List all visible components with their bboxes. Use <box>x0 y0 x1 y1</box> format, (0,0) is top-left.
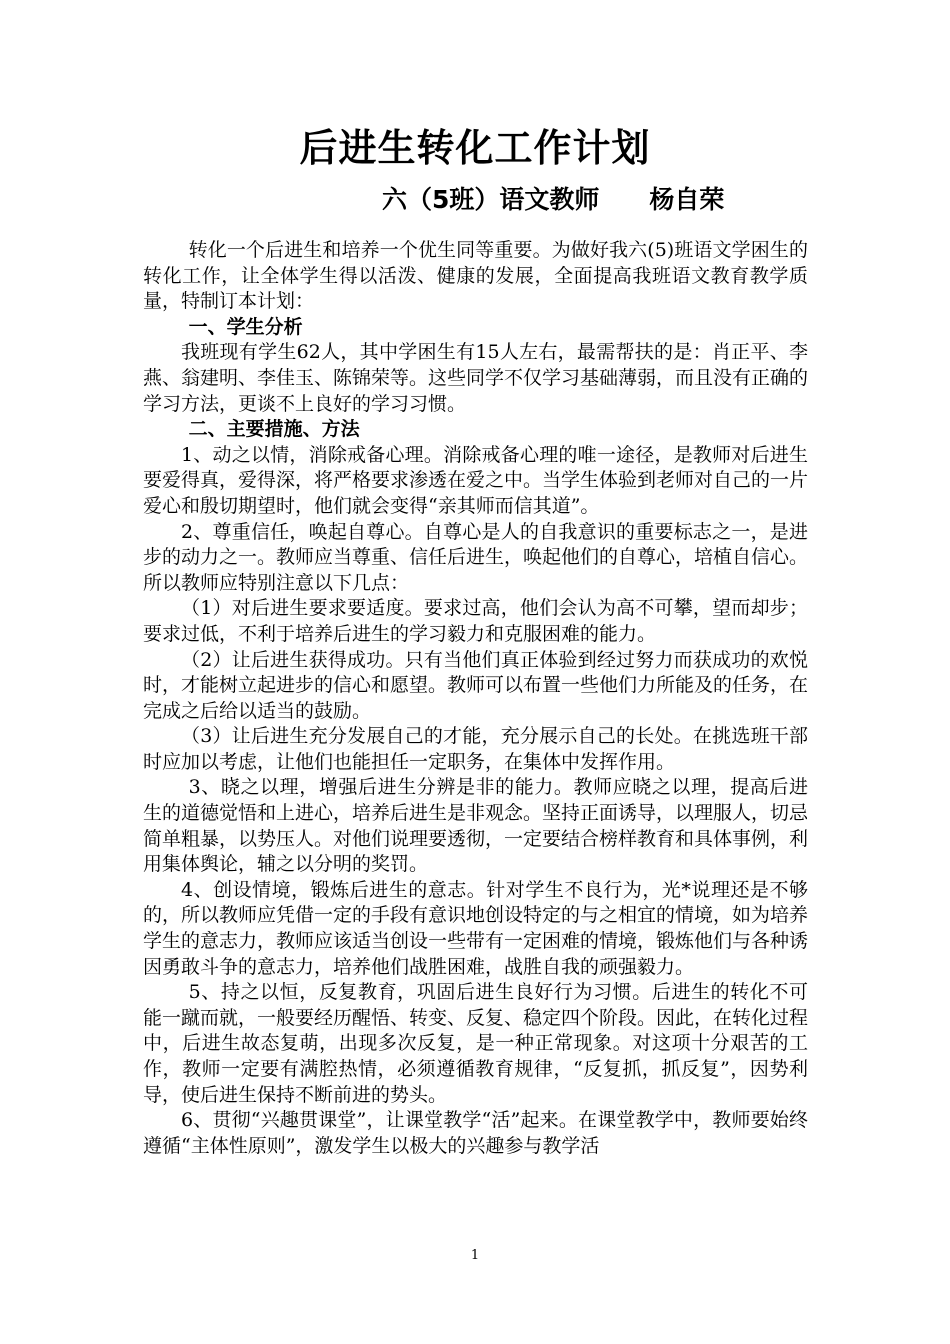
paragraph-measure-2-sub-2: （2）让后进生获得成功。只有当他们真正体验到经过努力而获成功的欢悦时，才能树立起进步的信心和愿望。教师可以布置一些他们力所能及的任务，在完成之后给以适当的鼓励。 <box>143 648 809 722</box>
paragraph-intro: 转化一个后进生和培养一个优生同等重要。为做好我六(5)班语文学困生的转化工作，让全体学生得以活泼、健康的发展，全面提高我班语文教育教学质量，特制订本计划： <box>143 239 808 313</box>
paragraph-measure-2-sub-3: （3）让后进生充分发展自己的才能，充分展示自己的长处。在挑选班干部时应加以考虑，让他们也能担任一定职务，在集体中发挥作用。 <box>143 725 808 773</box>
paragraph-measure-3: 3、晓之以理，增强后进生分辨是非的能力。教师应晓之以理，提高后进生的道德觉悟和上进心，培养后进生是非观念。坚持正面诱导，以理服人，切忌简单粗暴，以势压人。对他们说理要透彻，一定要结合榜样教育和具体事例，利用集体舆论，辅之以分明的奖罚。 <box>143 776 809 876</box>
page-number: 1 <box>470 1248 480 1263</box>
paragraph-measure-4: 4、创设情境，锻炼后进生的意志。针对学生不良行为，光*说理还是不够的，所以教师应凭借一定的手段有意识地创设特定的与之相宜的情境，如为培养学生的意志力，教师应该适当创设一些带有一定困难的情境，锻炼他们与各种诱因勇敢斗争的意志力，培养他们战胜困难，战胜自我的顽强毅力。 <box>143 878 809 978</box>
paragraph-student-analysis: 我班现有学生62人，其中学困生有15人左右，最需帮扶的是：肖正平、李燕、翁建明、李佳玉、陈锦荣等。这些同学不仅学习基础薄弱，而且没有正确的学习方法，更谈不上良好的学习习惯。 <box>143 341 809 415</box>
section-heading-student-analysis: 一、学生分析 <box>188 315 303 338</box>
document-title: 后进生转化工作计划 <box>299 126 651 170</box>
paragraph-measure-2: 2、尊重信任，唤起自尊心。自尊心是人的自我意识的重要标志之一，是进步的动力之一。教师应当尊重、信任后进生，唤起他们的自尊心，培植自信心。所以教师应特别注意以下几点： <box>143 520 809 594</box>
paragraph-measure-1: 1、动之以情，消除戒备心理。消除戒备心理的唯一途径，是教师对后进生要爱得真，爱得深，将严格要求渗透在爱之中。当学生体验到老师对自己的一片爱心和殷切期望时，他们就会变得“亲其师而信其道”。 <box>143 443 809 517</box>
paragraph-measure-2-sub-1: （1）对后进生要求要适度。要求过高，他们会认为高不可攀，望而却步；要求过低，不利于培养后进生的学习毅力和克服困难的能力。 <box>143 597 808 645</box>
document-subtitle: 六（5班）语文教师 杨自荣 <box>382 185 725 214</box>
paragraph-measure-6: 6、贯彻“兴趣贯课堂”，让课堂教学“活”起来。在课堂教学中，教师要始终遵循“主体性原则”，激发学生以极大的兴趣参与教学活 <box>143 1109 808 1157</box>
document-body <box>143 238 808 1159</box>
section-heading-measures: 二、主要措施、方法 <box>188 418 360 441</box>
paragraph-measure-5: 5、持之以恒，反复教育，巩固后进生良好行为习惯。后进生的转化不可能一蹴而就，一般要经历醒悟、转变、反复、稳定四个阶段。因此，在转化过程中，后进生故态复萌，出现多次反复，是一种正常现象。对这项十分艰苦的工作，教师一定要有满腔热情，必须遵循教育规律，“反复抓，抓反复”，因势利导，使后进生保持不断前进的势头。 <box>143 981 809 1106</box>
